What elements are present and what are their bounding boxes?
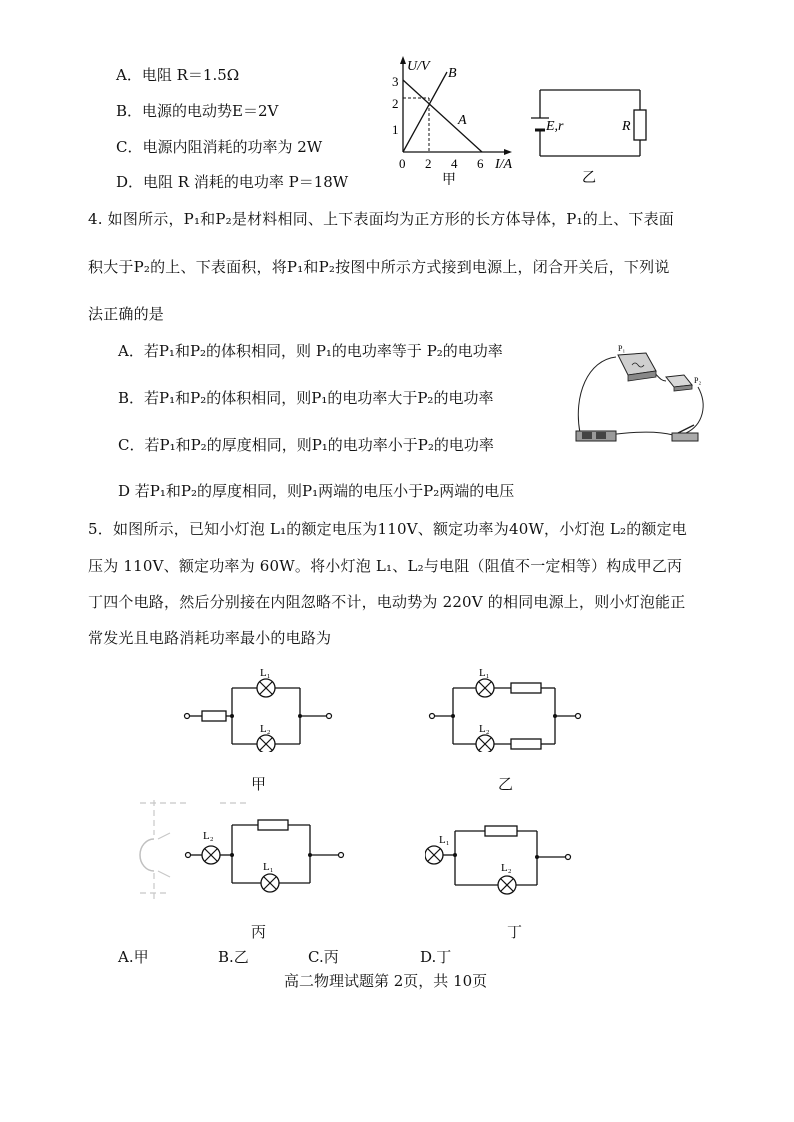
lamp-label: L₁ (260, 667, 271, 679)
lamp-label: L₁ (479, 667, 490, 679)
q3-option-b: B．电源的电动势E＝2V (116, 102, 279, 120)
q4-option-c: C．若P₁和P₂的厚度相同，则P₁的电功率小于P₂的电功率 (118, 436, 494, 454)
lamp-label: L₂ (501, 862, 512, 874)
circuit-caption: 甲 (251, 775, 267, 793)
x-tick: 6 (477, 156, 484, 171)
q5-circuit-jia (180, 662, 340, 752)
q3-ui-graph (380, 50, 530, 185)
q3-option-d: D．电阻 R 消耗的电功率 P＝18W (116, 173, 349, 191)
q5-option-b: B.乙 (218, 948, 249, 966)
lamp-label: L₁ (439, 834, 450, 846)
line-a-label: A (458, 113, 467, 128)
circuit-caption: 丙 (251, 923, 267, 941)
y-tick: 2 (392, 96, 399, 111)
x-tick: 0 (399, 156, 406, 171)
q5-option-d: D.丁 (420, 948, 452, 966)
x-tick: 4 (451, 156, 458, 171)
y-tick: 1 (392, 122, 399, 137)
q3-option-a: A．电阻 R＝1.5Ω (116, 66, 240, 84)
line-b-label: B (448, 66, 457, 81)
y-tick: 3 (392, 74, 399, 89)
q4-option-d: D 若P₁和P₂的厚度相同，则P₁两端的电压小于P₂两端的电压 (118, 482, 515, 500)
lamp-label: L₂ (203, 830, 214, 842)
circuit-caption: 乙 (498, 775, 514, 793)
y-axis-label: U/V (407, 59, 430, 74)
lamp-label: L₂ (260, 723, 271, 735)
circuit-caption: 丁 (507, 923, 523, 941)
q4-option-a: A．若P₁和P₂的体积相同，则 P₁的电功率等于 P₂的电功率 (118, 342, 503, 360)
graph-caption: 甲 (442, 173, 456, 185)
q5-stem-line-3: 丁四个电路，然后分别接在内阻忽略不计，电动势为 220V 的相同电源上，则小灯泡能正 (88, 593, 686, 611)
q4-stem-line-1: 4. 如图所示，P₁和P₂是材料相同、上下表面均为正方形的长方体导体，P₁的上、下表面 (88, 210, 675, 228)
page-footer: 高二物理试题第 2页，共 10页 (284, 972, 488, 990)
q5-stem-line-2: 压为 110V、额定功率为 60W。将小灯泡 L₁、L₂与电阻（阻值不一定相等）构成甲乙丙 (88, 557, 683, 575)
q4-stem-line-3: 法正确的是 (88, 305, 165, 323)
q5-circuit-bing (130, 795, 360, 905)
p1-label: P₁ (618, 344, 626, 353)
q5-option-a: A.甲 (118, 948, 149, 966)
q3-circuit-diagram (528, 80, 658, 185)
q4-conductor-figure (568, 335, 718, 450)
x-tick: 2 (425, 156, 432, 171)
q5-stem-line-4: 常发光且电路消耗功率最小的电路为 (88, 629, 332, 647)
q5-option-c: C.丙 (308, 948, 339, 966)
lamp-label: L₁ (263, 861, 274, 873)
q3-option-c: C．电源内阻消耗的功率为 2W (116, 138, 323, 156)
x-axis-label: I/A (495, 157, 513, 172)
circuit-caption: 乙 (582, 171, 596, 185)
resistor-label: R (622, 119, 631, 134)
p2-label: P₂ (694, 376, 702, 385)
q5-stem-line-1: 5．如图所示，已知小灯泡 L₁的额定电压为110V、额定功率为40W，小灯泡 L₂的额定电 (88, 520, 687, 538)
q5-circuit-yi (425, 662, 585, 752)
q4-stem-line-2: 积大于P₂的上、下表面积，将P₁和P₂按图中所示方式接到电源上，闭合开关后，下列说 (88, 258, 670, 276)
q4-option-b: B．若P₁和P₂的体积相同，则P₁的电功率大于P₂的电功率 (118, 389, 494, 407)
source-label: E,r (546, 119, 564, 134)
q5-circuit-ding (425, 815, 585, 905)
lamp-label: L₂ (479, 723, 490, 735)
